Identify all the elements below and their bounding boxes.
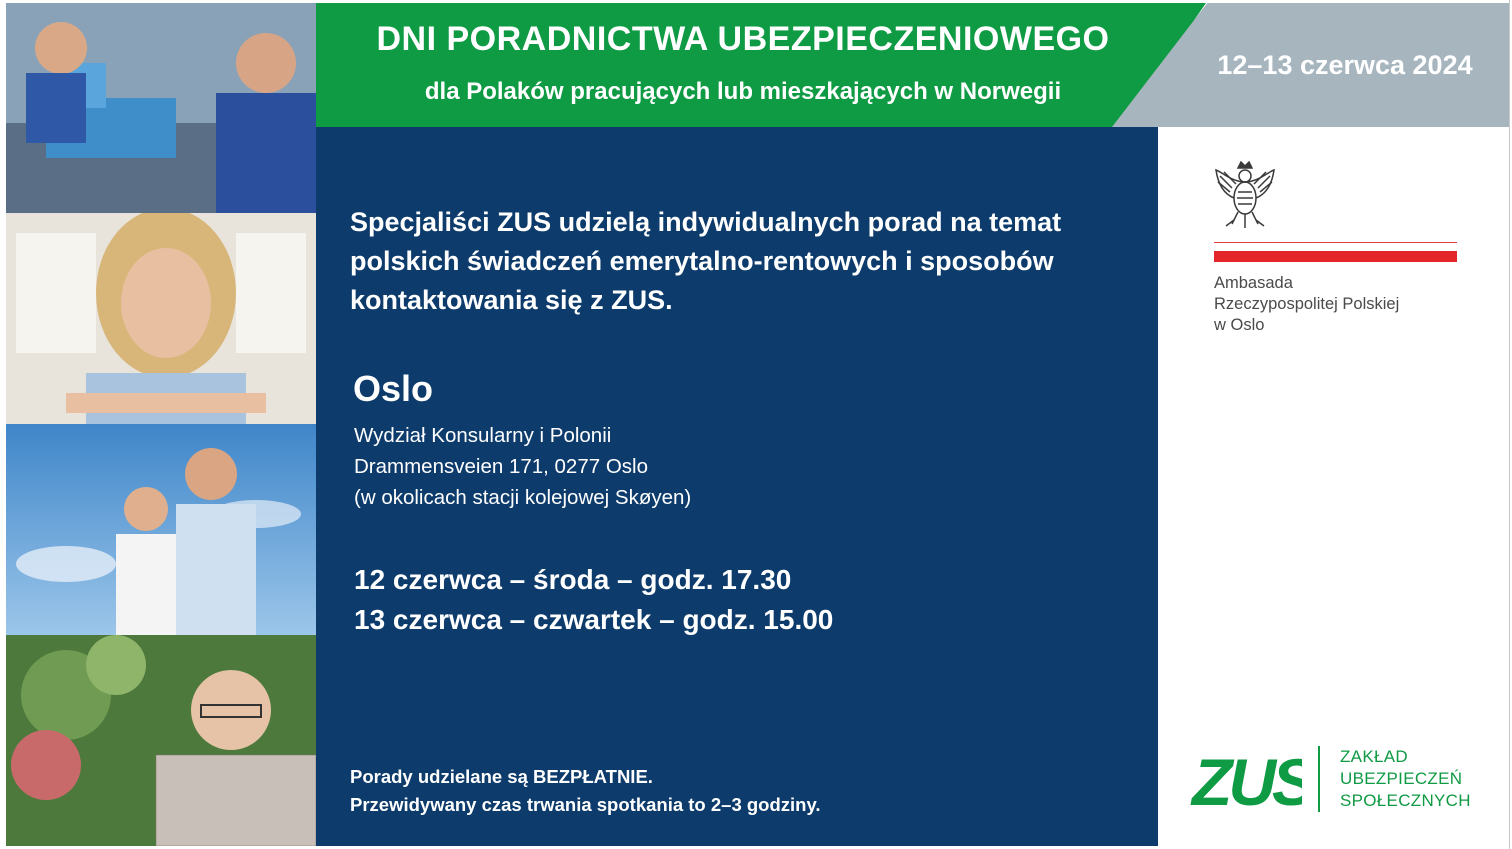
zus-name-line: SPOŁECZNYCH bbox=[1340, 791, 1471, 810]
intro-line: kontaktowania się z ZUS. bbox=[350, 285, 673, 315]
address-line: (w okolicach stacji kolejowej Skøyen) bbox=[354, 486, 692, 509]
photo-senior-man bbox=[6, 635, 316, 846]
note-line: Przewidywany czas trwania spotkania to 2–3 godziny. bbox=[350, 794, 821, 815]
intro-line: polskich świadczeń emerytalno-rentowych i sposobów bbox=[350, 246, 1054, 276]
photo-column bbox=[6, 3, 316, 846]
flag-divider-thin bbox=[1214, 242, 1457, 243]
zus-logo bbox=[1190, 745, 1302, 813]
zus-full-name bbox=[1340, 746, 1471, 812]
address-line: Wydział Konsularny i Polonii bbox=[354, 424, 612, 447]
event-title: DNI PORADNICTWA UBEZPIECZENIOWEGO bbox=[376, 20, 1110, 58]
event-date: 12–13 czerwca 2024 bbox=[1217, 50, 1473, 80]
embassy-line: Rzeczypospolitej Polskiej bbox=[1214, 295, 1400, 313]
zus-logo-text: ZUS bbox=[1192, 745, 1302, 813]
event-subtitle: dla Polaków pracujących lub mieszkających w Norwegii bbox=[424, 78, 1062, 105]
intro-text bbox=[350, 203, 1140, 320]
embassy-name bbox=[1214, 273, 1399, 336]
photo-couple bbox=[6, 424, 316, 635]
zus-name-line: UBEZPIECZEŃ bbox=[1340, 769, 1463, 788]
note-line: Porady udzielane są BEZPŁATNIE. bbox=[350, 766, 653, 787]
schedule bbox=[354, 560, 833, 640]
embassy-line: w Oslo bbox=[1214, 316, 1265, 334]
zus-name-line: ZAKŁAD bbox=[1340, 747, 1408, 766]
notes bbox=[350, 763, 821, 819]
flag-divider-red bbox=[1214, 251, 1457, 262]
intro-line: Specjaliści ZUS udzielą indywidualnych porad na temat bbox=[350, 207, 1062, 237]
schedule-item: 12 czerwca – środa – godz. 17.30 bbox=[354, 564, 792, 595]
zus-divider bbox=[1318, 746, 1320, 812]
eagle-emblem-icon bbox=[1212, 160, 1278, 232]
address-line: Drammensveien 171, 0277 Oslo bbox=[354, 455, 648, 478]
address-block bbox=[354, 420, 691, 513]
city-heading: Oslo bbox=[353, 368, 434, 409]
photo-woman bbox=[6, 213, 316, 424]
photo-workshop bbox=[6, 3, 316, 213]
schedule-item: 13 czerwca – czwartek – godz. 15.00 bbox=[354, 604, 834, 635]
page-border bbox=[1509, 0, 1510, 849]
embassy-line: Ambasada bbox=[1214, 274, 1293, 292]
